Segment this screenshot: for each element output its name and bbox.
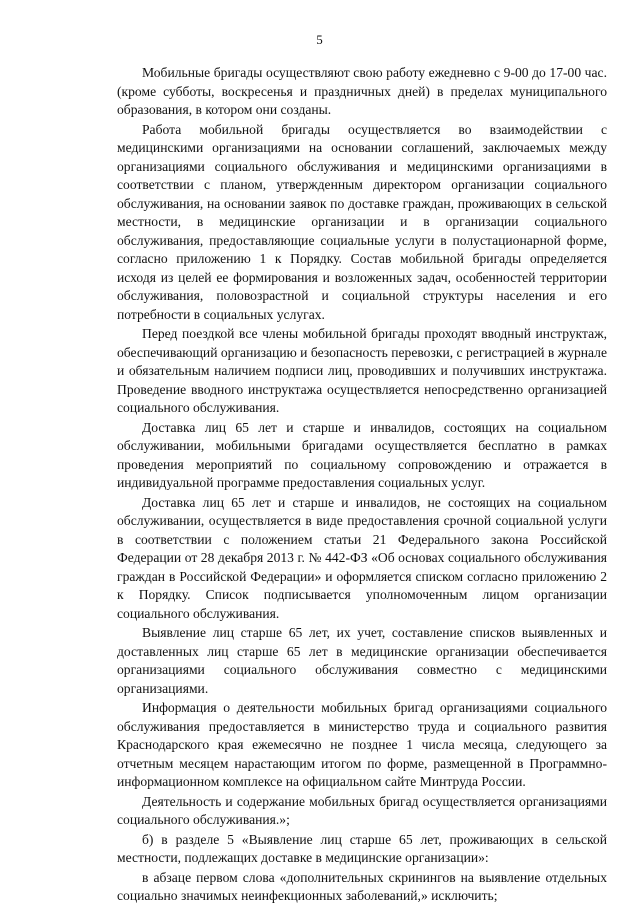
document-body bbox=[117, 64, 607, 906]
paragraph-briefing: Перед поездкой все члены мобильной бригады проходят вводный инструктаж, обеспечивающий организацию и безопасность перевозки, с регистрацией в журнале и обязательным наличием подписи лиц, проводивших и получивших инструктажа. Проведение вводного инструктажа осуществляется непосредственно организацией социального обслуживания. bbox=[117, 326, 607, 415]
paragraph-urgent-service: Доставка лиц 65 лет и старше и инвалидов, не состоящих на социальном обслуживании, осуществляется в виде предоставления срочной социальной услуги в соответствии с положением статьи 21 Федерального закона Российской Федерации от 28 декабря 2013 г. № 442-ФЗ «Об основах социального обслуживания граждан в Российской Федерации» и оформляется списком согласно приложению 2 к Порядку. Список подписывается уполномоченным лицом организации социального обслуживания. bbox=[117, 494, 607, 621]
paragraph-identification: Выявление лиц старше 65 лет, их учет, составление списков выявленных и доставленных лиц старше 65 лет в медицинские организации обеспечивается организациями социального обслуживания совместно с медицинскими организациями. bbox=[117, 625, 607, 696]
paragraph-first-paragraph-amendment: в абзаце первом слова «дополнительных скринингов на выявление отдельных социально значимых неинфекционных заболеваний,» исключить; bbox=[117, 869, 607, 903]
paragraph-brigade-work: Работа мобильной бригады осуществляется во взаимодействии с медицинскими организациями на основании соглашений, заключаемых между организациями социального обслуживания и медицинскими организациями в соответствии с планом, утвержденным директором организации социального обслуживания, на основании заявок по доставке граждан, проживающих в сельской местности, в медицинские организации и в организации социального обслуживания, предоставляющие социальные услуги в полустационарной форме, согласно приложению 1 к Порядку. Состав мобильной бригады определяется исходя из целей ее формирования и возложенных задач, особенностей территории обслуживания, половозрастной и социальной структуры населения и его потребности в социальных услугах. bbox=[117, 121, 607, 322]
page-number: 5 bbox=[316, 32, 323, 47]
paragraph-activity-content: Деятельность и содержание мобильных бригад осуществляется организациями социального обслуживания.»; bbox=[117, 793, 607, 827]
paragraph-reporting: Информация о деятельности мобильных бригад организациями социального обслуживания предоставляется в министерство труда и социального развития Краснодарского края ежемесячно не позднее 1 числа месяца, следующего за отчетным месяцем нарастающим итогом по форме, размещенной в Программно-информационном комплексе на официальном сайте Минтруда России. bbox=[117, 700, 607, 789]
paragraph-working-hours: Мобильные бригады осуществляют свою работу ежедневно с 9-00 до 17-00 час. (кроме субботы, воскресенья и праздничных дней) в пределах муниципального образования, в котором они созданы. bbox=[117, 65, 607, 117]
paragraph-free-delivery: Доставка лиц 65 лет и старше и инвалидов, состоящих на социальном обслуживании, мобильными бригадами осуществляется бесплатно в рамках проведения мероприятий по социальному сопровождению и отражается в индивидуальной программе предоставления социальных услуг. bbox=[117, 419, 607, 490]
paragraph-section-5: б) в разделе 5 «Выявление лиц старше 65 лет, проживающих в сельской местности, подлежащих доставке в медицинские организации»: bbox=[117, 831, 607, 865]
